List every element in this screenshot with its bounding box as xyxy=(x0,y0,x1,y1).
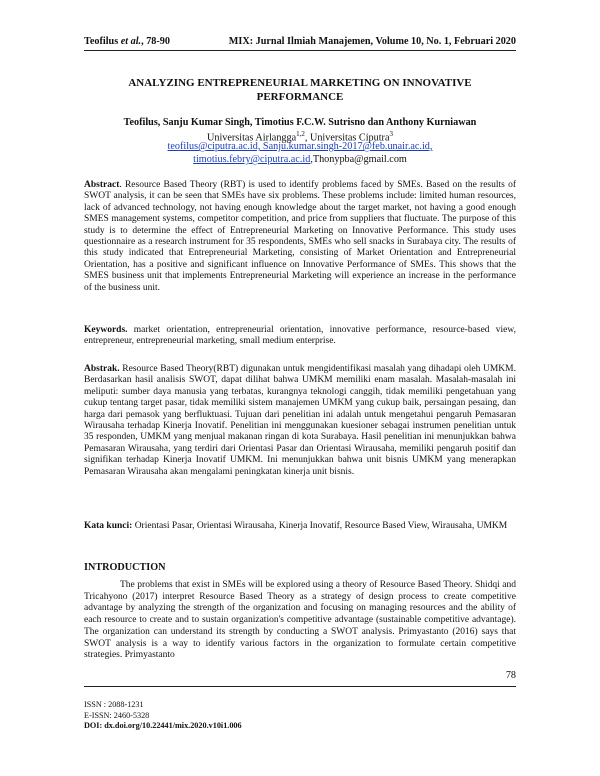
keywords-english: Keywords. market orientation, entrepreneurial orientation, innovative performance, resource-based view, entrepreneur, entrepreneurial marketing, small medium enterprise. xyxy=(84,325,516,347)
author-list: Teofilus, Sanju Kumar Singh, Timotius F.C.W. Sutrisno dan Anthony Kurniawan xyxy=(123,117,477,128)
email-links-line-1[interactable]: teofilus@ciputra.ac.id, Sanju.kumar.singh-2017@feb.unair.ac.id, xyxy=(167,141,433,152)
author-emails xyxy=(84,140,516,166)
footer-issn: ISSN : 2088-1231 xyxy=(84,700,144,709)
affiliation: Universitas Airlangga$^{1,2}$, Universitas Ciputra$^3$ xyxy=(207,130,393,144)
email-thony: ,Thonypba@gmail.com xyxy=(310,154,407,165)
keywords-indonesian: Kata kunci: Orientasi Pasar, Orientasi Wirausaha, Kinerja Inovatif, Resource Based View, Wirausaha, UMKM xyxy=(84,521,508,531)
abstract-indonesian: Abstrak. Resource Based Theory(RBT) digunakan untuk mengidentifikasi masalah yang dihadapi oleh UMKM. Berdasarkan hasil analisis SWOT, dapat dilihat bahwa UMKM memiliki enam masalah. Masalah-masalah ini meliputi: sumber daya manusia yang terbatas, kurangnya teknologi canggih, tidak memiliki pengetahuan yang cukup tentang target pasar, tidak memiliki sistem manajemen UMKM yang cukup baik, persaingan pesaing, dan harga dari pemasok yang berfluktuasi. Tujuan dari penelitian ini adalah untuk mengetahui pengaruh Pemasaran Wirausaha terhadap Kinerja Inovatif. Penelitian ini menggunakan kuesioner sebagai instrumen penelitian untuk 35 responden, UMKM yang menjual makanan ringan di kota Surabaya. Hasil penelitian ini menunjukkan bahwa Pemasaran Wirausaha, yang terdiri dari Orientasi Pasar dan Orientasi Wirausaha, memiliki pengaruh positif dan signifikan terhadap Kinerja Inovatif UMKM. Ini menunjukkan bahwa unit bisnis UMKM yang menerapkan Pemasaran Wirausaha akan mengalami peningkatan kinerja unit bisnis. xyxy=(84,364,516,477)
page-number: 78 xyxy=(505,670,516,681)
introduction-paragraph: The problems that exist in SMEs will be explored using a theory of Resource Based Theory. Shidqi and Tricahyono (2017) interpret Resource Based Theory as a strategy of design process to create competitive advantage by analyzing the strength of the organization and focusing on managing resources and the ability of each resource to create and to sustain organization's competitive advantage (sustainable competitive advantage). The organization can understand its strength by conducting a SWOT analysis. Primyastanto (2016) says that SWOT analysis is a way to identify various factors in the organization to formulate certain competitive strategies. Primyastanto xyxy=(84,580,516,661)
paper-title: ANALYZING ENTREPRENEURIAL MARKETING ON INNOVATIVE PERFORMANCE xyxy=(128,77,472,103)
header-rule xyxy=(84,50,516,51)
header-journal: MIX: Jurnal Ilmiah Manajemen, Volume 10, No. 1, Februari 2020 xyxy=(228,36,516,47)
section-heading-introduction: INTRODUCTION xyxy=(84,562,166,573)
header-citation: Teofilus et al., 78-90 xyxy=(84,36,170,47)
footer-eissn: E-ISSN: 2460-5328 xyxy=(84,710,150,720)
email-link-timotius[interactable]: timotius.febry@ciputra.ac.id xyxy=(193,154,311,165)
footer-rule xyxy=(84,686,516,687)
abstract-english: Abstract. Resource Based Theory (RBT) is used to identify problems faced by SMEs. Based on the results of SWOT analysis, it can be seen that SMEs have six problems. These problems include: limited human resources, lack of advanced technology, not having enough knowledge about the target market, not having a good enough SMES management systems, competitor competition, and price from suppliers that fluctuate. The purpose of this study is to determine the effect of Entrepreneurial Marketing on Innovative Performance. This study uses questionnaire as a research instrument for 35 respondents, SMEs who sell snacks in Surabaya city. The results of this study indicated that Entrepreneurial Marketing, consisting of Market Orientation and Entrepreneurial Orientation, has a positive and significant influence on Innovative Performance of SMEs. This shows that the SMES business unit that implements Entrepreneurial Marketing will experience an increase in the performance of the business unit. xyxy=(84,180,516,293)
footer-doi: DOI: dx.doi.org/10.22441/mix.2020.v10i1.006 xyxy=(84,721,242,730)
footer xyxy=(84,700,242,732)
running-header xyxy=(84,36,516,48)
